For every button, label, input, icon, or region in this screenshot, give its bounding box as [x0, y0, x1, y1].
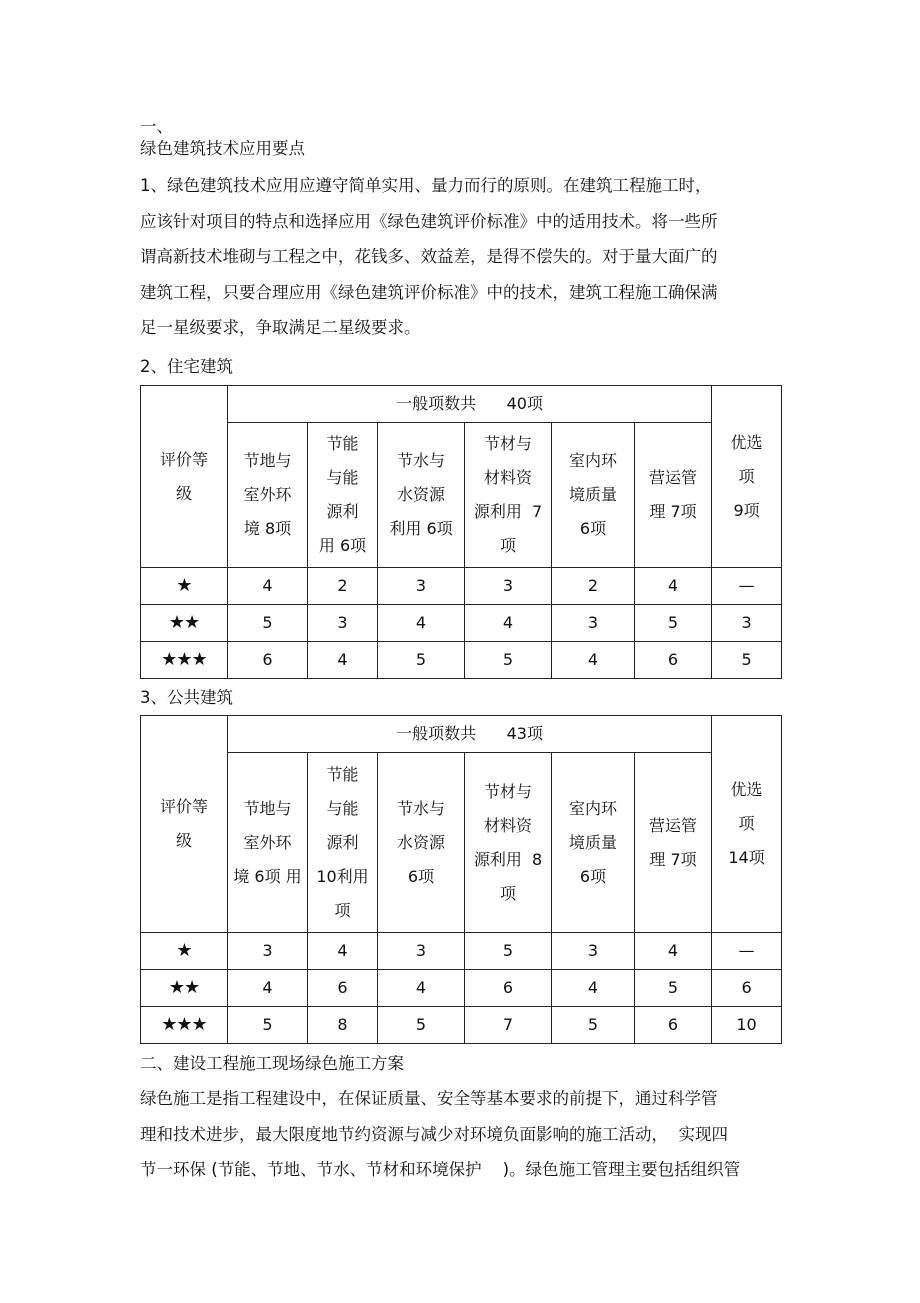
- table-cell: 4: [378, 605, 465, 642]
- table-cell: 5: [712, 642, 782, 679]
- category-land-header: 节地与 室外环 境 8项: [228, 423, 308, 568]
- grade-header-cell: 评价等 级: [141, 716, 228, 933]
- grade-three-star: ★★★: [141, 642, 228, 679]
- table-cell: 4: [552, 642, 635, 679]
- paragraph-line: 谓高新技术堆砌与工程之中，花钱多、效益差，是得不偿失的。对于量大面广的: [140, 247, 718, 266]
- table-cell: 2: [552, 568, 635, 605]
- table-cell: 6: [308, 970, 378, 1007]
- table-cell: 7: [465, 1007, 552, 1044]
- grade-one-star: ★: [141, 568, 228, 605]
- grade-header-cell: 评价等 级: [141, 386, 228, 568]
- optional-items-header: 优选 项 9项: [712, 386, 782, 568]
- category-indoor-header: 室内环 境质量 6项: [552, 423, 635, 568]
- category-material-header: 节材与 材料资 源利用 8 项: [465, 753, 552, 933]
- table-cell: 3: [552, 605, 635, 642]
- table-cell: 6: [465, 970, 552, 1007]
- table-cell: 5: [378, 642, 465, 679]
- grade-two-star: ★★: [141, 605, 228, 642]
- paragraph-line: 节一环保 (节能、节地、节水、节材和环境保护 )。绿色施工管理主要包括组织管: [140, 1160, 741, 1179]
- table-cell: 6: [635, 1007, 712, 1044]
- category-operation-header: 营运管 理 7项: [635, 753, 712, 933]
- table-cell: 5: [552, 1007, 635, 1044]
- section2-paragraph: [140, 1081, 780, 1188]
- table-cell: 3: [465, 568, 552, 605]
- category-energy-header: 节能 与能 源利 10利用 项: [308, 753, 378, 933]
- table-cell: 3: [228, 933, 308, 970]
- section2-heading: 二、建设工程施工现场绿色施工方案: [140, 1054, 404, 1073]
- paragraph-line: 1、绿色建筑技术应用应遵守简单实用、量力而行的原则。在建筑工程施工时，: [140, 176, 712, 195]
- table-cell: 3: [552, 933, 635, 970]
- table-cell: 3: [378, 933, 465, 970]
- table-cell: 2: [308, 568, 378, 605]
- table-cell: 3: [308, 605, 378, 642]
- table-cell: 4: [228, 568, 308, 605]
- table-row: [141, 568, 782, 605]
- table-cell: 10: [712, 1007, 782, 1044]
- table-cell: 4: [635, 933, 712, 970]
- table-cell: 4: [378, 970, 465, 1007]
- table-cell: 4: [228, 970, 308, 1007]
- section1-paragraph: [140, 168, 780, 346]
- table-cell: 5: [635, 605, 712, 642]
- grade-one-star: ★: [141, 933, 228, 970]
- table-cell: 5: [635, 970, 712, 1007]
- table-cell: 6: [635, 642, 712, 679]
- category-water-header: 节水与 水资源 6项: [378, 753, 465, 933]
- table-row: [141, 642, 782, 679]
- public-grade-table: [140, 715, 782, 1044]
- table-row: [141, 605, 782, 642]
- general-items-header: 一般项数共 40项: [228, 386, 712, 423]
- category-material-header: 节材与 材料资 源利用 7 项: [465, 423, 552, 568]
- table-row: [141, 970, 782, 1007]
- table-cell: 5: [228, 605, 308, 642]
- category-land-header: 节地与 室外环 境 6项 用: [228, 753, 308, 933]
- table-cell: 8: [308, 1007, 378, 1044]
- table-cell: 4: [308, 642, 378, 679]
- table-cell: 3: [712, 605, 782, 642]
- residential-grade-table: [140, 385, 782, 679]
- paragraph-line: 足一星级要求，争取满足二星级要求。: [140, 318, 421, 337]
- paragraph-line: 应该针对项目的特点和选择应用《绿色建筑评价标准》中的适用技术。将一些所: [140, 211, 718, 231]
- optional-items-header: 优选 项 14项: [712, 716, 782, 933]
- table-cell: 4: [308, 933, 378, 970]
- table-cell: 4: [465, 605, 552, 642]
- general-items-header: 一般项数共 43项: [228, 716, 712, 753]
- grade-two-star: ★★: [141, 970, 228, 1007]
- table-cell: 3: [378, 568, 465, 605]
- table-cell: 6: [712, 970, 782, 1007]
- paragraph-line: 绿色施工是指工程建设中，在保证质量、安全等基本要求的前提下，通过科学管: [140, 1089, 718, 1108]
- category-indoor-header: 室内环 境质量 6项: [552, 753, 635, 933]
- category-operation-header: 营运管 理 7项: [635, 423, 712, 568]
- table-row: [141, 933, 782, 970]
- section1-number: 一、: [140, 117, 173, 136]
- table-cell: 5: [465, 933, 552, 970]
- residential-heading: 2、住宅建筑: [140, 357, 233, 376]
- paragraph-line: 理和技术进步，最大限度地节约资源与减少对环境负面影响的施工活动， 实现四: [140, 1124, 728, 1144]
- table-cell: 5: [465, 642, 552, 679]
- table-cell: —: [712, 568, 782, 605]
- paragraph-line: 建筑工程，只要合理应用《绿色建筑评价标准》中的技术，建筑工程施工确保满: [140, 282, 718, 302]
- public-heading: 3、公共建筑: [140, 688, 233, 707]
- table-cell: 6: [228, 642, 308, 679]
- section1-title: 绿色建筑技术应用要点: [140, 139, 305, 158]
- grade-three-star: ★★★: [141, 1007, 228, 1044]
- table-row: [141, 1007, 782, 1044]
- table-cell: 4: [635, 568, 712, 605]
- table-cell: 5: [378, 1007, 465, 1044]
- category-water-header: 节水与 水资源 利用 6项: [378, 423, 465, 568]
- table-cell: —: [712, 933, 782, 970]
- table-cell: 4: [552, 970, 635, 1007]
- category-energy-header: 节能 与能 源利 用 6项: [308, 423, 378, 568]
- table-cell: 5: [228, 1007, 308, 1044]
